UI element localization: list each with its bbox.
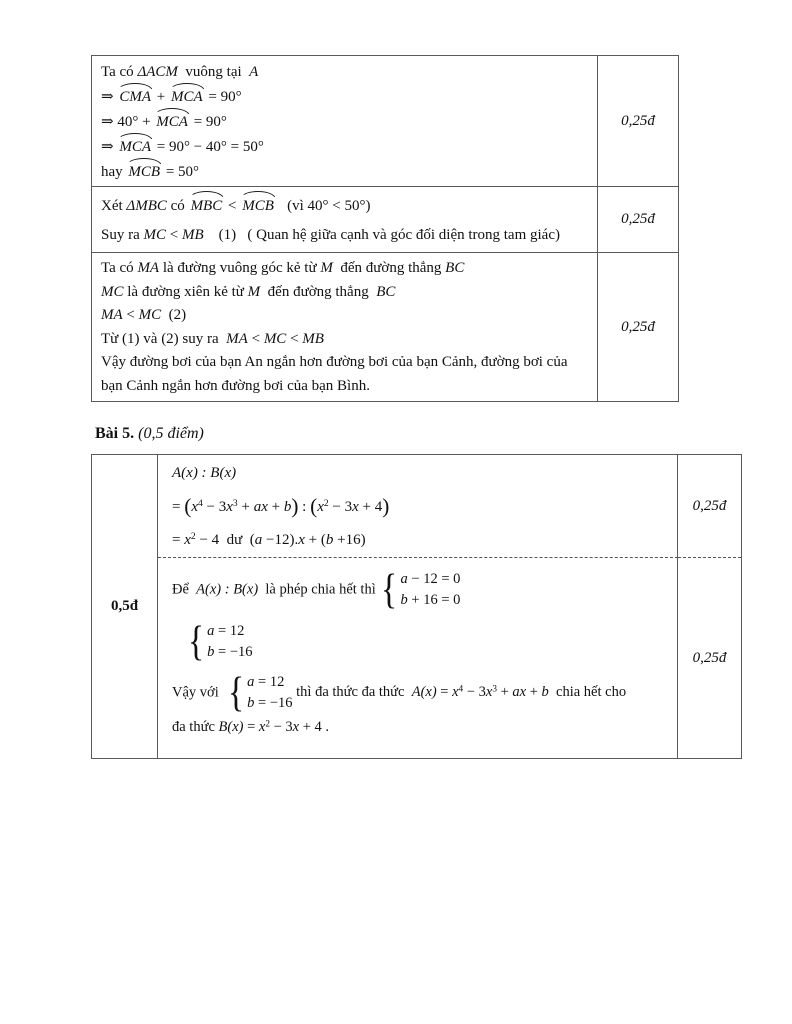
mark-cell (598, 187, 678, 253)
equation-system (379, 569, 460, 611)
solution-line: A(x) : B(x) (172, 465, 237, 481)
solution-line: = ($x^4 - 3x^3$ + ax + b) : $(x^2 - 3x + 4)$ (172, 493, 390, 518)
solution-line: MA < MC (2) (101, 307, 187, 323)
solution-line: Xét ΔMBC có MBC < MCB (vì 40° < 50°) (101, 191, 591, 220)
mark-value: 0,25đ (692, 649, 727, 666)
total-mark-value: 0,5đ (110, 598, 139, 614)
mark-value: 0,25đ (621, 211, 655, 227)
solution-line: Ta có ΔACM vuông tại A (101, 64, 259, 80)
conclusion-prefix: Vậy với (172, 684, 226, 701)
solution-line: đa thức $B(x) = x^2 - 3x + 4$ . (172, 719, 330, 735)
solution-line: Từ (1) và (2) suy ra MA < MC < MB (101, 330, 324, 347)
equation-line: b + 16 = 0 (400, 592, 461, 608)
solution-line (172, 672, 669, 714)
mark-cell (598, 56, 678, 187)
equation-line: b = −16 (207, 644, 253, 660)
equation-line: a = 12 (207, 623, 245, 639)
solution-line: hay MCB = 50° (101, 160, 591, 185)
equation-line: b = −16 (247, 695, 293, 711)
section-heading (95, 423, 204, 445)
solution-line: Ta có MA là đường vuông góc kẻ từ M đến đường thẳng BC (101, 260, 465, 276)
total-mark-cell (92, 455, 158, 758)
mark-cell (678, 455, 741, 558)
section-points: (0,5 điểm) (134, 425, 204, 442)
solution-line: ⇒ 40° + MCA = 90° (101, 110, 591, 135)
solution-cell-step3 (92, 253, 598, 401)
solution-line: Suy ra MC < MB (1) ( Quan hệ giữa cạnh và góc đối diện trong tam giác) (101, 227, 560, 243)
solution-cell-division (158, 455, 678, 558)
equation-line: a − 12 = 0 (400, 571, 461, 587)
solution-line: ⇒ MCA = 90° − 40° = 50° (101, 135, 591, 160)
solution-line: MC là đường xiên kẻ từ M đến đường thẳng BC (101, 283, 396, 300)
mark-value: 0,25đ (692, 497, 727, 514)
conclusion-suffix: thì đa thức đa thức $A(x) = x^4 - 3x^3$ + ax + b chia hết cho (292, 684, 627, 701)
solution-line (186, 621, 669, 663)
brace-icon: { (228, 670, 245, 716)
solution-line: ⇒ CMA + MCA = 90° (101, 85, 591, 110)
solution-cell-step2 (92, 187, 598, 253)
mark-cell (598, 253, 678, 401)
brace-icon: { (188, 619, 205, 665)
equation-line: a = 12 (247, 674, 285, 690)
answer-table-algebra (91, 454, 742, 759)
brace-icon: { (381, 567, 398, 613)
equation-system (186, 621, 253, 663)
answer-table-geometry (91, 55, 679, 402)
equation-system (226, 672, 293, 714)
section-title: Bài 5. (95, 425, 135, 442)
solution-line (172, 569, 669, 611)
solution-cell-step1 (92, 56, 598, 187)
condition-text: Để A(x) : B(x) là phép chia hết thì (172, 581, 380, 598)
mark-value: 0,25đ (621, 112, 655, 129)
mark-value: 0,25đ (621, 318, 655, 335)
mark-cell (678, 558, 741, 758)
solution-cell-conclusion (158, 558, 678, 758)
solution-line: = $x^2 - 4$ dư (a −12).x + (b +16) (172, 531, 366, 548)
solution-line: Vậy đường bơi của bạn An ngắn hơn đường bơi của bạn Cảnh, đường bơi của bạn Cảnh ngắn hơn đường bơi của bạn Bình. (101, 354, 572, 394)
